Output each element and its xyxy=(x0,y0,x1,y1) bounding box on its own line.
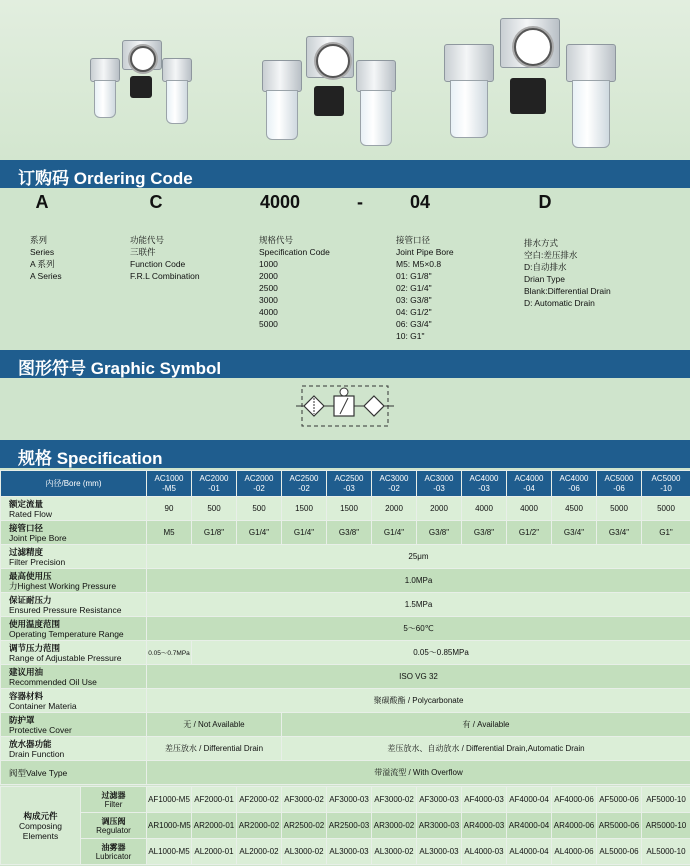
pipe-bore-line: Joint Pipe Bore xyxy=(396,247,454,257)
row-label-en: 力Highest Working Pressure xyxy=(9,580,117,591)
lubricator-row xyxy=(1,839,690,865)
model-header: AC2500 -03 xyxy=(327,471,372,497)
series-line: 系列 xyxy=(30,235,48,245)
row-label-cn: 建议用油 xyxy=(9,666,44,677)
spec-code-line: 5000 xyxy=(259,319,278,329)
table-cell: AF2000-01 xyxy=(192,787,237,813)
table-cell: AF1000-M5 xyxy=(147,787,192,813)
valve-row xyxy=(1,761,690,785)
drain-line: D: Automatic Drain xyxy=(524,298,595,308)
table-cell: 聚碳酸酯 / Polycarbonate xyxy=(147,689,690,713)
table-cell: G1" xyxy=(642,521,690,545)
spec-header-row xyxy=(1,471,690,497)
table-cell: AF2000-02 xyxy=(237,787,282,813)
spec-code-line: Specification Code xyxy=(259,247,330,257)
table-cell: G1/8" xyxy=(192,521,237,545)
proof-pressure-row xyxy=(1,593,690,617)
table-cell: 1500 xyxy=(327,497,372,521)
model-header: AC2000 -02 xyxy=(237,471,282,497)
pipe-bore-line: 03: G3/8" xyxy=(396,295,432,305)
specification-band xyxy=(0,440,690,468)
table-cell: 有 / Available xyxy=(282,713,690,737)
table-cell: AF3000-02 xyxy=(282,787,327,813)
code-letter-drain: D xyxy=(538,192,552,212)
table-cell: G1/4" xyxy=(237,521,282,545)
table-cell: 4000 xyxy=(507,497,552,521)
table-cell: AL3000-02 xyxy=(282,839,327,865)
function-line: Function Code xyxy=(130,259,186,269)
drain-line: 排水方式 xyxy=(524,238,559,248)
row-label-en: Joint Pipe Bore xyxy=(9,532,67,543)
ordering-code-band xyxy=(0,160,690,188)
ordering-code-title: 订购码 Ordering Code xyxy=(18,169,193,188)
table-cell: AL4000-03 xyxy=(462,839,507,865)
table-cell: AF4000-03 xyxy=(462,787,507,813)
code-letter-dash: - xyxy=(357,192,363,212)
element-en: Lubricator xyxy=(95,851,132,861)
model-header: AC2500 -02 xyxy=(282,471,327,497)
table-cell: 无 / Not Available xyxy=(147,713,282,737)
adj-pressure-row xyxy=(1,641,690,665)
model-header: AC4000 -03 xyxy=(462,471,507,497)
spec-code-line: 2000 xyxy=(259,271,278,281)
table-cell: AL4000-06 xyxy=(552,839,597,865)
cover-row xyxy=(1,713,690,737)
table-cell: AL4000-04 xyxy=(507,839,552,865)
bore-header: 内径/Bore (mm) xyxy=(1,471,147,497)
row-label-cn: 额定流量 xyxy=(9,498,44,509)
composing-en2: Elements xyxy=(22,830,59,841)
table-cell: AL2000-01 xyxy=(192,839,237,865)
table-cell: AR3000-02 xyxy=(372,813,417,839)
graphic-symbol-title: 图形符号 Graphic Symbol xyxy=(18,359,222,378)
element-label xyxy=(81,839,147,865)
element-en: Filter xyxy=(104,799,123,809)
table-cell: 带溢流型 / With Overflow xyxy=(147,761,690,785)
function-line: 三联件 xyxy=(130,247,156,257)
function-line: F.R.L Combination xyxy=(130,271,200,281)
graphic-symbol-band xyxy=(0,350,690,378)
row-label-en: Protective Cover xyxy=(9,724,72,735)
table-cell: AF4000-04 xyxy=(507,787,552,813)
element-cn: 过滤器 xyxy=(101,790,126,800)
table-cell: AR5000-10 xyxy=(642,813,690,839)
table-cell: AF5000-10 xyxy=(642,787,690,813)
table-cell: 5000 xyxy=(597,497,642,521)
spec-code-line: 3000 xyxy=(259,295,278,305)
table-cell: G3/8" xyxy=(462,521,507,545)
specification-table xyxy=(0,470,690,785)
element-en: Regulator xyxy=(96,825,131,835)
composing-en1: Composing xyxy=(19,820,62,831)
table-cell: AF4000-06 xyxy=(552,787,597,813)
composing-cn: 构成元件 xyxy=(23,810,58,821)
pipe-bore-line: M5: M5×0.8 xyxy=(396,259,442,269)
row-label-en: Range of Adjustable Pressure xyxy=(9,652,122,663)
row-label-cn: 过滤精度 xyxy=(9,546,44,557)
table-cell: M5 xyxy=(147,521,192,545)
spec-code-block xyxy=(259,234,330,330)
frl-unit-medium xyxy=(258,20,398,160)
row-label-en: Drain Function xyxy=(9,748,65,759)
pipe-bore-line: 04: G1/2" xyxy=(396,307,432,317)
table-cell: AL2000-02 xyxy=(237,839,282,865)
filter-row xyxy=(1,787,690,813)
filter-precision-row xyxy=(1,545,690,569)
table-cell: G3/4" xyxy=(552,521,597,545)
code-letter-bore: 04 xyxy=(409,192,431,212)
table-cell: 4000 xyxy=(462,497,507,521)
element-label xyxy=(81,813,147,839)
drain-line: 空白:差压排水 xyxy=(524,250,578,260)
frl-unit-small xyxy=(88,28,198,128)
row-label: 阀型Valve Type xyxy=(1,761,147,785)
table-cell: 差压放水 / Differential Drain xyxy=(147,737,282,761)
table-cell: G1/4" xyxy=(282,521,327,545)
table-cell: 4500 xyxy=(552,497,597,521)
table-cell: AL5000-10 xyxy=(642,839,690,865)
regulator-row xyxy=(1,813,690,839)
row-label-cn: 接管口径 xyxy=(9,522,44,533)
table-cell: AF3000-03 xyxy=(417,787,462,813)
function-line: 功能代号 xyxy=(130,235,165,245)
model-header: AC4000 -06 xyxy=(552,471,597,497)
table-cell: AR2000-02 xyxy=(237,813,282,839)
series-line: A Series xyxy=(30,271,62,281)
table-cell: AR2500-03 xyxy=(327,813,372,839)
pipe-bore-line: 01: G1/8" xyxy=(396,271,432,281)
table-cell: 1500 xyxy=(282,497,327,521)
element-cn: 油雾器 xyxy=(101,842,126,852)
code-letter-function: C xyxy=(149,192,163,212)
row-label-en: Rated Flow xyxy=(9,508,52,519)
table-cell: G3/8" xyxy=(417,521,462,545)
table-cell: AL3000-03 xyxy=(327,839,372,865)
pipe-bore-line: 接管口径 xyxy=(396,235,431,245)
table-cell: AL3000-03 xyxy=(417,839,462,865)
table-cell: 1.0MPa xyxy=(147,569,690,593)
row-label-en: Container Materia xyxy=(9,700,77,711)
table-cell: AR2000-01 xyxy=(192,813,237,839)
pipe-bore-line: 02: G1/4" xyxy=(396,283,432,293)
drain-line: D:自动排水 xyxy=(524,262,567,272)
series-block xyxy=(30,234,62,282)
row-label-en: Operating Temperature Range xyxy=(9,628,124,639)
table-cell: G1/2" xyxy=(507,521,552,545)
series-line: Series xyxy=(30,247,55,257)
table-cell: G3/8" xyxy=(327,521,372,545)
row-label-cn: 使用温度范围 xyxy=(9,618,61,629)
table-cell: AF3000-02 xyxy=(372,787,417,813)
model-header: AC1000 -M5 xyxy=(147,471,192,497)
model-header: AC3000 -03 xyxy=(417,471,462,497)
table-cell: G1/4" xyxy=(372,521,417,545)
table-cell: AR4000-06 xyxy=(552,813,597,839)
table-cell: 2000 xyxy=(417,497,462,521)
row-label-en: Ensured Pressure Resistance xyxy=(9,604,122,615)
composing-label xyxy=(1,787,81,865)
composing-elements-table xyxy=(0,786,690,865)
container-row xyxy=(1,689,690,713)
row-label-cn: 放水器功能 xyxy=(9,738,52,749)
spec-code-line: 1000 xyxy=(259,259,278,269)
element-cn: 调压阀 xyxy=(101,816,126,826)
max-pressure-row xyxy=(1,569,690,593)
specification-title: 规格 Specification xyxy=(18,449,163,468)
drain-block xyxy=(524,237,611,309)
row-label-cn: 防护罩 xyxy=(9,714,35,725)
pipe-bore-line: 10: G1" xyxy=(396,331,425,341)
model-header: AC5000 -06 xyxy=(597,471,642,497)
joint-bore-row xyxy=(1,521,690,545)
table-cell: AR4000-03 xyxy=(462,813,507,839)
row-label-en: Filter Precision xyxy=(9,556,66,567)
model-header: AC2000 -01 xyxy=(192,471,237,497)
table-cell: AL1000-M5 xyxy=(147,839,192,865)
function-block xyxy=(130,234,200,282)
table-cell: ISO VG 32 xyxy=(147,665,690,689)
table-cell: AL3000-02 xyxy=(372,839,417,865)
table-cell: 25μm xyxy=(147,545,690,569)
temp-range-row xyxy=(1,617,690,641)
table-cell: 5000 xyxy=(642,497,690,521)
oil-row xyxy=(1,665,690,689)
model-header: AC3000 -02 xyxy=(372,471,417,497)
table-cell: AL5000-06 xyxy=(597,839,642,865)
spec-code-line: 4000 xyxy=(259,307,278,317)
model-header: AC4000 -04 xyxy=(507,471,552,497)
table-cell: 1.5MPa xyxy=(147,593,690,617)
table-cell: AR3000-03 xyxy=(417,813,462,839)
table-cell: AR2500-02 xyxy=(282,813,327,839)
frl-unit-large xyxy=(440,8,620,158)
row-label-cn: 容器材料 xyxy=(9,690,44,701)
spec-code-line: 2500 xyxy=(259,283,278,293)
spec-code-line: 规格代号 xyxy=(259,235,294,245)
table-cell: 90 xyxy=(147,497,192,521)
table-cell: AF5000-06 xyxy=(597,787,642,813)
table-cell: G3/4" xyxy=(597,521,642,545)
table-cell: AF3000-03 xyxy=(327,787,372,813)
row-label-cn: 最高使用压 xyxy=(9,570,52,581)
code-letter-spec: 4000 xyxy=(259,192,301,212)
drain-line: Blank:Differential Drain xyxy=(524,286,611,296)
table-cell: AR5000-06 xyxy=(597,813,642,839)
pipe-bore-line: 06: G3/4" xyxy=(396,319,432,329)
table-cell: AR4000-04 xyxy=(507,813,552,839)
row-label-cn: 保证耐压力 xyxy=(9,594,52,605)
series-line: A 系列 xyxy=(30,259,55,269)
row-label-cn: 调节压力范围 xyxy=(9,642,61,653)
pipe-bore-block xyxy=(396,234,454,342)
drain-function-row xyxy=(1,737,690,761)
model-header: AC5000 -10 xyxy=(642,471,690,497)
table-cell: 500 xyxy=(237,497,282,521)
frl-graphic-symbol xyxy=(296,382,394,430)
code-letter-series: A xyxy=(35,192,49,212)
product-photos xyxy=(0,0,690,160)
rated-flow-row xyxy=(1,497,690,521)
table-cell: 0.05～0.85MPa xyxy=(192,641,690,665)
table-cell: 5～60℃ xyxy=(147,617,690,641)
table-cell: AR1000-M5 xyxy=(147,813,192,839)
row-label-en: Recommended Oil Use xyxy=(9,676,97,687)
table-cell: 差压放水、自动放水 / Differential Drain,Automatic Drain xyxy=(282,737,690,761)
element-label xyxy=(81,787,147,813)
table-cell: 500 xyxy=(192,497,237,521)
table-cell: 0.05～0.7MPa xyxy=(147,641,192,665)
drain-line: Drian Type xyxy=(524,274,565,284)
table-cell: 2000 xyxy=(372,497,417,521)
